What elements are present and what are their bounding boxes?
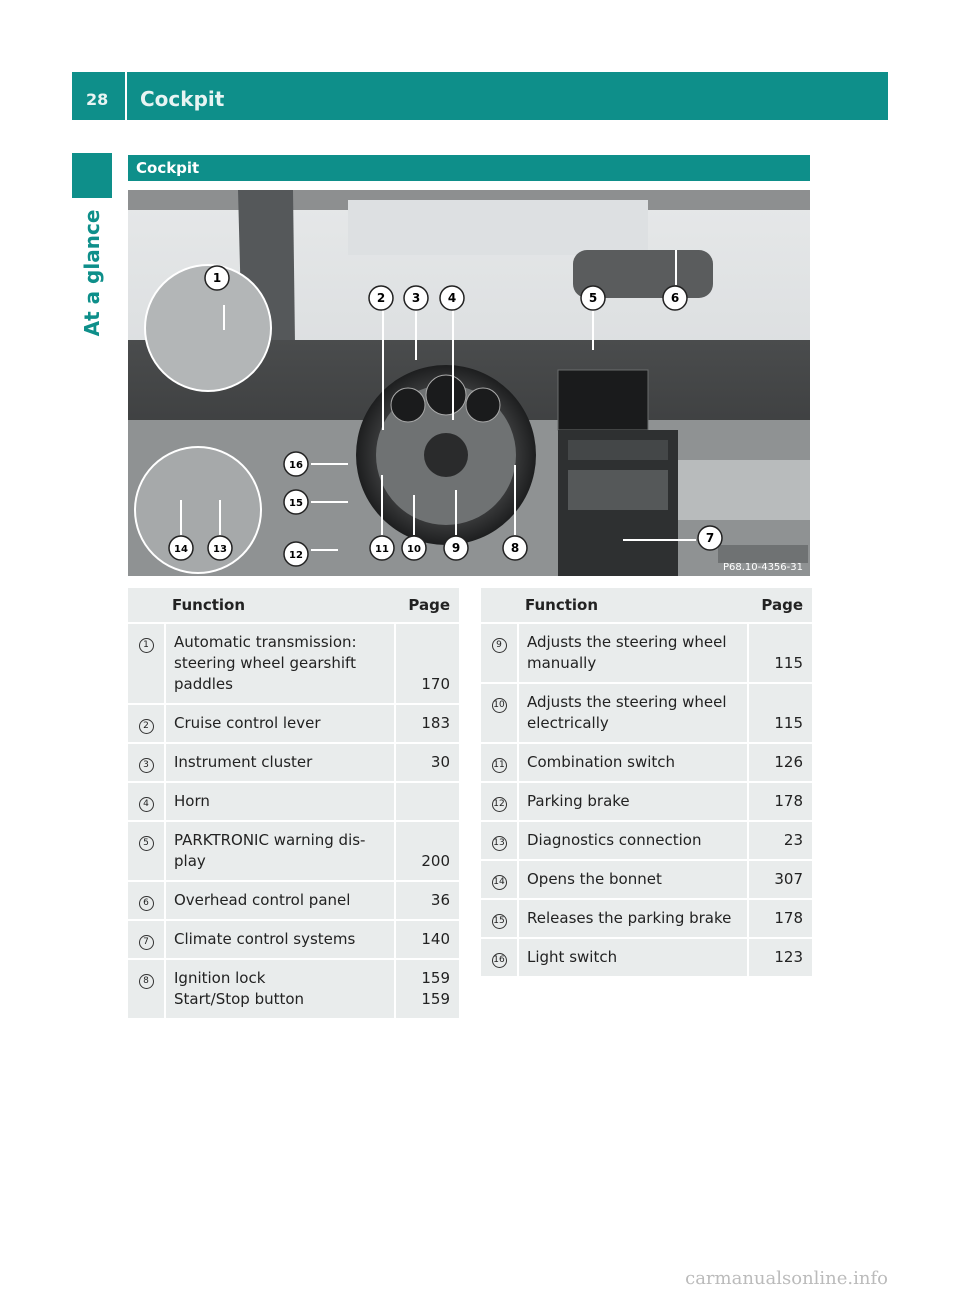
page-reference: 123 (774, 948, 803, 966)
function-cell (517, 900, 747, 937)
table-row (128, 705, 459, 742)
page-reference: 115 (774, 714, 803, 732)
section-header (128, 155, 810, 181)
function-text: paddles (174, 675, 233, 693)
function-text: PARKTRONIC warning dis- (174, 831, 366, 849)
function-cell (517, 861, 747, 898)
page-reference: 170 (421, 675, 450, 693)
callout-8 (503, 536, 527, 560)
table-row (128, 783, 459, 820)
page-reference: 115 (774, 654, 803, 672)
row-number-badge: 6 (139, 896, 154, 911)
header-bar (72, 72, 888, 120)
row-number (481, 624, 517, 682)
header-num (128, 588, 164, 622)
row-number (128, 960, 164, 1018)
table-row (128, 822, 459, 880)
page-reference: 30 (430, 753, 450, 771)
svg-text:11: 11 (375, 544, 389, 555)
function-cell (517, 822, 747, 859)
page-cell (747, 684, 812, 742)
row-number-badge: 10 (492, 698, 507, 713)
cockpit-illustration (128, 190, 810, 576)
svg-text:3: 3 (411, 291, 421, 305)
table-row (128, 624, 459, 703)
page-cell (747, 783, 812, 820)
row-number (128, 624, 164, 703)
callout-3 (404, 286, 428, 310)
function-text: Instrument cluster (174, 753, 313, 771)
section-title: Cockpit (136, 159, 200, 177)
function-text: Automatic transmission: (174, 633, 357, 651)
table-row (128, 960, 459, 1018)
svg-text:14: 14 (174, 544, 188, 555)
function-text: play (174, 852, 206, 870)
page-reference: 307 (774, 870, 803, 888)
function-text: Horn (174, 792, 210, 810)
function-text: Light switch (527, 948, 618, 966)
function-cell (164, 882, 394, 919)
function-cell (164, 624, 394, 703)
function-text: electrically (527, 714, 609, 732)
row-number-badge: 16 (492, 953, 507, 968)
svg-text:13: 13 (213, 544, 227, 555)
cockpit-photo (128, 190, 810, 576)
page-reference: 36 (430, 891, 450, 909)
callout-5 (581, 286, 605, 310)
row-number (481, 684, 517, 742)
row-number-badge: 15 (492, 914, 507, 929)
svg-text:2: 2 (376, 291, 386, 305)
page-cell (394, 921, 459, 958)
function-text: Opens the bonnet (527, 870, 662, 888)
row-number-badge: 12 (492, 797, 507, 812)
function-cell (517, 939, 747, 976)
function-cell (164, 783, 394, 820)
header-function: Function (517, 588, 747, 622)
row-number (128, 822, 164, 880)
function-cell (164, 705, 394, 742)
row-number-badge: 7 (139, 935, 154, 950)
callout-13 (208, 536, 232, 560)
page-cell (747, 900, 812, 937)
svg-text:7: 7 (705, 531, 715, 545)
row-number-badge: 4 (139, 797, 154, 812)
function-text: Start/Stop button (174, 990, 305, 1008)
row-number-badge: 3 (139, 758, 154, 773)
function-text: Adjusts the steering wheel (527, 693, 727, 711)
page-cell (747, 939, 812, 976)
table-row (481, 624, 812, 682)
row-number-badge: 9 (492, 638, 507, 653)
svg-text:16: 16 (289, 460, 303, 471)
table-row (128, 882, 459, 919)
table-row (481, 939, 812, 976)
callout-10 (402, 536, 426, 560)
function-cell (164, 960, 394, 1018)
header-page: Page (394, 588, 459, 622)
row-number (481, 822, 517, 859)
svg-text:15: 15 (289, 498, 303, 509)
page-cell (747, 822, 812, 859)
callout-15 (284, 490, 308, 514)
row-number (128, 921, 164, 958)
page-reference: 159 (421, 969, 450, 987)
page-reference: 140 (421, 930, 450, 948)
row-number-badge: 1 (139, 638, 154, 653)
function-text: steering wheel gearshift (174, 654, 356, 672)
function-cell (164, 822, 394, 880)
table-row (128, 921, 459, 958)
table-row (481, 684, 812, 742)
row-number (481, 861, 517, 898)
page-cell (394, 960, 459, 1018)
function-cell (517, 684, 747, 742)
row-number-badge: 5 (139, 836, 154, 851)
page-reference: 159 (421, 990, 450, 1008)
table-header-row (481, 588, 812, 622)
callout-14 (169, 536, 193, 560)
page-reference: 126 (774, 753, 803, 771)
function-text: Overhead control panel (174, 891, 351, 909)
table-row (481, 900, 812, 937)
page-cell (394, 822, 459, 880)
svg-text:8: 8 (510, 541, 520, 555)
page-cell (394, 783, 459, 820)
function-text: Climate control systems (174, 930, 356, 948)
page-number: 28 (86, 90, 109, 109)
callout-11 (370, 536, 394, 560)
callout-7 (698, 526, 722, 550)
table-row (481, 744, 812, 781)
callout-12 (284, 542, 308, 566)
page-cell (394, 882, 459, 919)
svg-text:12: 12 (289, 550, 303, 561)
header-page: Page (747, 588, 812, 622)
callout-6 (663, 286, 687, 310)
callout-16 (284, 452, 308, 476)
page-cell (747, 744, 812, 781)
function-text: Combination switch (527, 753, 676, 771)
footer-watermark: carmanualsonline.info (685, 1268, 888, 1289)
function-text: Adjusts the steering wheel (527, 633, 727, 651)
row-number-badge: 14 (492, 875, 507, 890)
svg-text:1: 1 (212, 271, 222, 285)
header-function: Function (164, 588, 394, 622)
row-number (128, 705, 164, 742)
row-number-badge: 11 (492, 758, 507, 773)
function-text: Diagnostics connection (527, 831, 702, 849)
table-row (481, 783, 812, 820)
table-row (481, 861, 812, 898)
side-tab-marker (72, 153, 112, 198)
function-text: manually (527, 654, 597, 672)
function-cell (164, 921, 394, 958)
callout-9 (444, 536, 468, 560)
row-number (481, 939, 517, 976)
page-reference: 200 (421, 852, 450, 870)
header-divider (125, 72, 127, 120)
svg-text:10: 10 (407, 544, 421, 555)
function-cell (164, 744, 394, 781)
function-text: Releases the parking brake (527, 909, 732, 927)
page-cell (394, 705, 459, 742)
table-header-row (128, 588, 459, 622)
page-reference: 178 (774, 792, 803, 810)
row-number (481, 744, 517, 781)
row-number (128, 882, 164, 919)
svg-text:5: 5 (588, 291, 598, 305)
function-cell (517, 624, 747, 682)
row-number-badge: 8 (139, 974, 154, 989)
side-tab-label: At a glance (80, 209, 104, 337)
table-row (128, 744, 459, 781)
page-cell (394, 624, 459, 703)
function-table-right (481, 586, 812, 978)
callout-1 (205, 266, 229, 290)
row-number-badge: 2 (139, 719, 154, 734)
page-cell (747, 624, 812, 682)
header-num (481, 588, 517, 622)
function-cell (517, 783, 747, 820)
svg-text:6: 6 (670, 291, 680, 305)
function-text: Cruise control lever (174, 714, 321, 732)
page-reference: 23 (783, 831, 803, 849)
function-text: Ignition lock (174, 969, 266, 987)
row-number (481, 900, 517, 937)
callout-4 (440, 286, 464, 310)
page-title: Cockpit (140, 87, 225, 111)
function-table-left (128, 586, 459, 1020)
function-cell (517, 744, 747, 781)
page-cell (747, 861, 812, 898)
photo-ref-code: P68.10-4356-31 (722, 562, 803, 573)
row-number (128, 744, 164, 781)
function-text: Parking brake (527, 792, 630, 810)
callout-2 (369, 286, 393, 310)
row-number-badge: 13 (492, 836, 507, 851)
page-reference: 183 (421, 714, 450, 732)
row-number (481, 783, 517, 820)
page-cell (394, 744, 459, 781)
svg-text:4: 4 (447, 291, 457, 305)
svg-text:9: 9 (451, 541, 461, 555)
row-number (128, 783, 164, 820)
side-tab (72, 198, 112, 348)
table-row (481, 822, 812, 859)
page-reference: 178 (774, 909, 803, 927)
